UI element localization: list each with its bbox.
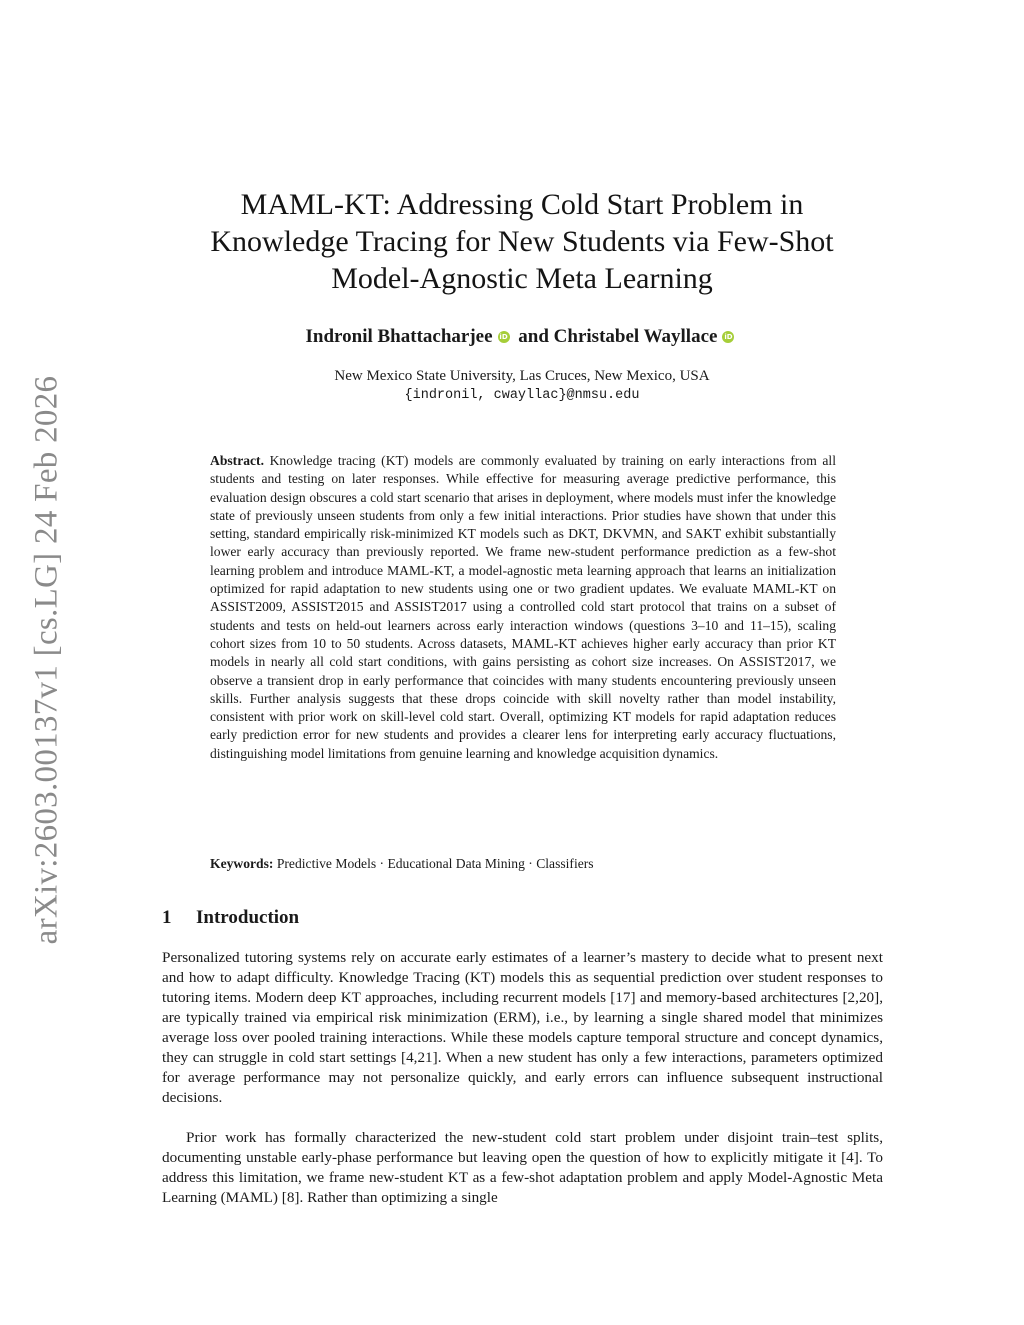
author-list <box>150 326 894 348</box>
author-name: Christabel Wayllace <box>553 326 718 347</box>
abstract <box>210 452 836 763</box>
affiliation: New Mexico State University, Las Cruces, New Mexico, USA <box>334 368 710 384</box>
keywords-text: Predictive Models · Educational Data Mining · Classifiers <box>276 856 594 871</box>
orcid-icon[interactable]: iD <box>499 333 508 341</box>
keywords <box>210 856 836 872</box>
section-title: Introduction <box>196 907 300 928</box>
arxiv-identifier: arXiv:2603.00137v1 [cs.LG] 24 Feb 2026 <box>28 375 65 945</box>
paper-title <box>150 186 894 297</box>
author-connector: and <box>518 326 549 347</box>
section-number: 1 <box>162 907 172 928</box>
author-name: Indronil Bhattacharjee <box>305 326 493 347</box>
title-line: Knowledge Tracing for New Students via Few-Shot <box>210 225 834 258</box>
title-line: Model-Agnostic Meta Learning <box>331 262 713 295</box>
keywords-label: Keywords: <box>210 856 274 871</box>
author-email: {indronil, cwayllac}@nmsu.edu <box>404 388 640 403</box>
orcid-icon[interactable]: iD <box>724 333 733 341</box>
body-paragraph: Prior work has formally characterized the new-student cold start problem under disjoint train–test splits, documenting unstable early-phase performance but leaving open the question of how to explicitly mitigate it [4]. To address this limitation, we frame new-student KT as a few-shot adaptation problem and apply Model-Agnostic Meta Learning (MAML) [8]. Rather than optimizing a single <box>162 1129 883 1206</box>
title-line: MAML-KT: Addressing Cold Start Problem in <box>240 188 804 221</box>
section-heading <box>162 907 299 929</box>
abstract-label: Abstract. <box>210 453 264 468</box>
body-paragraph: Personalized tutoring systems rely on accurate early estimates of a learner’s mastery to decide what to present next and how to adapt difficulty. Knowledge Tracing (KT) models this as sequential prediction over student responses to tutoring items. Modern deep KT approaches, including recurrent models [17] and memory-based architectures [2,20], are typically trained via empirical risk minimization (ERM), i.e., by learning a single shared model that minimizes average loss over pooled training interactions. While these models capture temporal structure and concept dynamics, they can struggle in cold start settings [4,21]. When a new student has only a few interactions, parameters optimized for average performance may not personalize quickly, and early errors can influence subsequent instructional decisions. <box>162 949 883 1106</box>
abstract-text: Knowledge tracing (KT) models are commonly evaluated by training on early interactions from all students and testing on later responses. While effective for measuring average predictive performance, this evaluation design obscures a cold start scenario that arises in deployment, where models must infer the knowledge state of previously unseen students from only a few initial interactions. Prior studies have shown that under this setting, standard empirically risk-minimized KT models such as DKT, DKVMN, and SAKT exhibit substantially lower early accuracy than previously reported. We frame new-student performance prediction as a few-shot learning problem and introduce MAML-KT, a model-agnostic meta learning approach that learns an initialization optimized for rapid adaptation to new students using one or two gradient updates. We evaluate MAML-KT on ASSIST2009, ASSIST2015 and ASSIST2017 using a controlled cold start protocol that trains on a subset of students and tests on held-out learners across early interaction windows (questions 3–10 and 11–15), scaling cohort sizes from 10 to 50 students. Across datasets, MAML-KT achieves higher early accuracy than prior KT models in nearly all cold start conditions, with gains persisting as cohort size increases. On ASSIST2017, we observe a transient drop in early performance that coincides with many students encountering previously unseen skills. Further analysis suggests that these drops coincide with skill novelty rather than model instability, consistent with prior work on skill-level cold start. Overall, optimizing KT models for rapid adaptation reduces early prediction error for new students and provides a clearer lens for interpreting early accuracy fluctuations, distinguishing model limitations from genuine learning and knowledge acquisition dynamics. <box>210 453 836 761</box>
